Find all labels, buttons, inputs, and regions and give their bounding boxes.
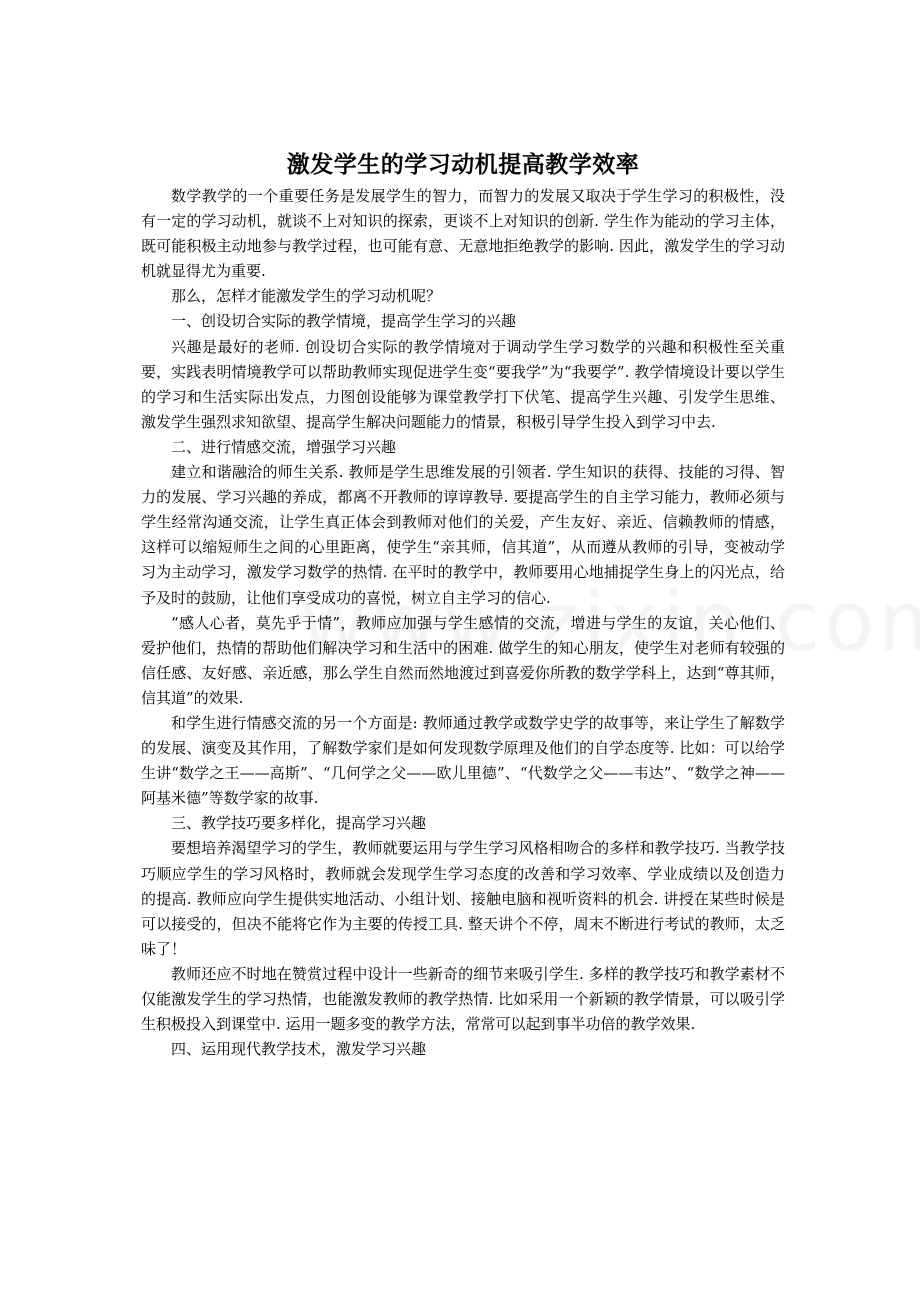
paragraph: “感人心者，莫先乎于情”，教师应加强与学生感情的交流，增进与学生的友谊，关心他们、爱护他们，热情的帮助他们解决学习和生活中的困难. 做学生的知心朋友，使学生对老师有较强的信任感、友好感、亲近感，那么学生自然而然地渡过到喜爱你所教的数学学科上，达到“尊其师，信其道”的效果. xyxy=(141,613,785,707)
paragraph-question: 那么，怎样才能激发学生的学习动机呢？ xyxy=(171,287,442,306)
section-heading-3: 三、教学技巧要多样化，提高学习兴趣 xyxy=(171,814,427,833)
section-heading-1: 一、创设切合实际的教学情境，提高学生学习的兴趣 xyxy=(171,312,517,331)
paragraph: 兴趣是最好的老师. 创设切合实际的教学情境对于调动学生学习数学的兴趣和积极性至关重要，实践表明情境教学可以帮助教师实现促进学生变“要我学”为“我要学”. 教学情境设计要以学生的学习和生活实际出发点，力图创设能够为课堂教学打下伏笔、提高学生兴趣、引发学生思维、激发学生强烈求知欲望、提高学生解决问题能力的情景，积极引导学生投入到学习中去. xyxy=(141,337,785,431)
paragraph: 建立和谐融洽的师生关系. 教师是学生思维发展的引领者. 学生知识的获得、技能的习得、智力的发展、学习兴趣的养成，都离不开教师的谆谆教导. 要提高学生的自主学习能力，教师必须与学生经常沟通交流，让学生真正体会到教师对他们的关爱，产生友好、亲近、信赖教师的情感，这样可以缩短师生之间的心里距离，使学生“亲其师，信其道”，从而遵从教师的引导，变被动学习为主动学习，激发学习数学的热情. 在平时的教学中，教师要用心地捕捉学生身上的闪光点，给予及时的鼓励，让他们享受成功的喜悦，树立自主学习的信心. xyxy=(141,463,785,607)
paragraph-intro: 数学教学的一个重要任务是发展学生的智力，而智力的发展又取决于学生学习的积极性，没有一定的学习动机，就谈不上对知识的探索，更谈不上对知识的创新. 学生作为能动的学习主体，既可能积极主动地参与教学过程，也可能有意、无意地拒绝教学的影响. 因此，激发学生的学习动机就显得尤为重要. xyxy=(141,187,785,281)
paragraph: 和学生进行情感交流的另一个方面是: 教师通过教学或数学史学的故事等，来让学生了解数学的发展、演变及其作用，了解数学家们是如何发现数学原理及他们的自学态度等. 比如：可以给学生讲“数学之王——高斯”、“几何学之父——欧儿里德”、“代数学之父——韦达”、“数学之神——阿基米德”等数学家的故事. xyxy=(141,713,785,808)
paragraph: 教师还应不时地在赞赏过程中设计一些新奇的细节来吸引学生. 多样的教学技巧和教学素材不仅能激发学生的学习热情，也能激发教师的教学热情. 比如采用一个新颖的教学情景，可以吸引学生积极投入到课堂中. 运用一题多变的教学方法，常常可以起到事半功倍的教学效果. xyxy=(141,964,785,1034)
section-heading-4: 四、运用现代教学技术，激发学习兴趣 xyxy=(171,1040,427,1059)
document-body xyxy=(141,148,785,1062)
document-title: 激发学生的学习动机提高教学效率 xyxy=(286,151,640,178)
paragraph: 要想培养渴望学习的学生，教师就要运用与学生学习风格相吻合的多样和教学技巧. 当教学技巧顺应学生的学习风格时，教师就会发现学生学习态度的改善和学习效率、学业成绩以及创造力的提高. 教师应向学生提供实地活动、小组计划、接触电脑和视听资料的机会. 讲授在某些时候是可以接受的，但决不能将它作为主要的传授工具. 整天讲个不停，周末不断进行考试的教师，太乏味了！ xyxy=(141,839,785,958)
section-heading-2: 二、进行情感交流，增强学习兴趣 xyxy=(171,437,397,456)
